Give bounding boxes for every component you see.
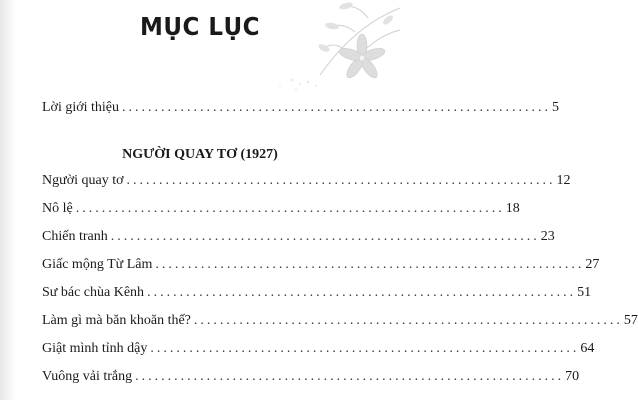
toc-entry-label: Làm gì mà băn khoăn thế? [42,313,191,328]
toc-entry-label: Sư bác chùa Kênh [42,285,145,300]
toc-entry-label: Vuông vải trắng [42,369,133,384]
toc-entry-page: 5 [552,100,560,115]
dot-leader: .................................................................. [135,369,565,384]
toc-entry-page: 12 [556,173,571,188]
toc-entry-page: 64 [580,341,595,356]
toc-entry-page: 70 [565,369,580,384]
toc-entry[interactable] [42,228,555,246]
toc-entry[interactable] [42,200,520,218]
dot-leader: .................................................................. [193,313,623,328]
dot-leader: .................................................................. [75,201,505,216]
dot-leader: .................................................................. [150,341,580,356]
toc-entry-label: Chiến tranh [42,229,108,244]
toc-entry-label: Người quay tơ [42,173,124,188]
toc-entry[interactable] [42,312,638,330]
toc-entry-intro[interactable] [42,99,560,117]
toc-entry[interactable] [42,368,580,386]
page-gutter-shadow [0,0,16,400]
toc-entry[interactable] [42,340,595,358]
dot-leader: .................................................................. [122,100,552,115]
page-title: MỤC LỤC [140,12,260,41]
toc-entry[interactable] [42,284,592,302]
toc-entry-label: Giật mình tỉnh dậy [42,341,148,356]
dot-leader: .................................................................. [147,285,577,300]
toc-entry-page: 23 [540,229,555,244]
dot-leader: .................................................................. [155,257,585,272]
section-heading: NGƯỜI QUAY TƠ (1927) [122,147,278,162]
toc-entry[interactable] [42,172,571,190]
toc-entry-label: Giấc mộng Từ Lâm [42,257,153,272]
toc-entry-label: Nô lệ [42,201,73,216]
toc-entry-page: 57 [623,313,638,328]
toc-entry-page: 51 [577,285,592,300]
toc-entry-page: 18 [505,201,520,216]
toc-entry[interactable] [42,256,600,274]
toc-entry-label: Lời giới thiệu [42,100,120,115]
toc-entry-page: 27 [585,257,600,272]
dot-leader: .................................................................. [126,173,556,188]
dot-leader: .................................................................. [110,229,540,244]
